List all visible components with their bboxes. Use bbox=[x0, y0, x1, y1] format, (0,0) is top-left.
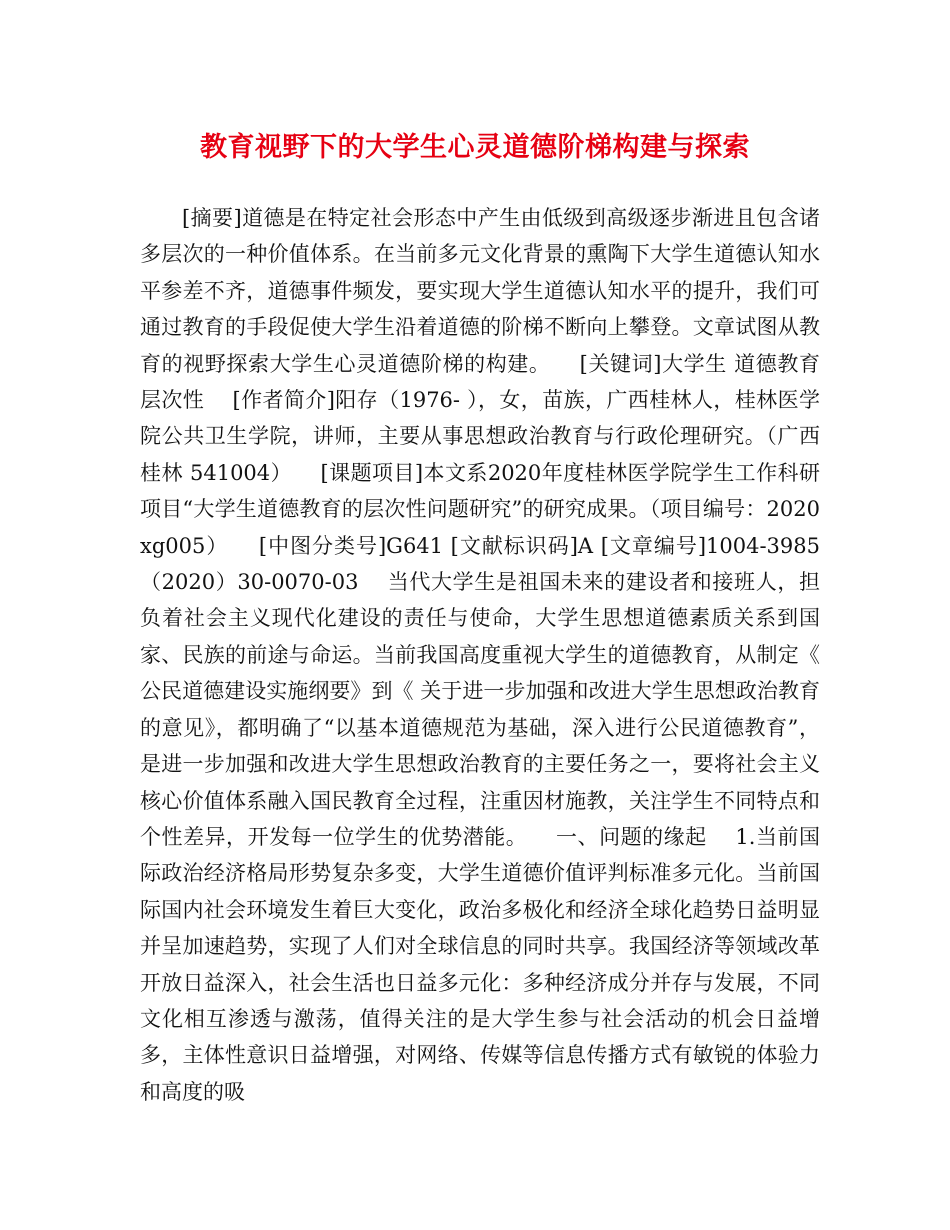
document-body: [摘要]道德是在特定社会形态中产生由低级到高级逐步渐进且包含诸多层次的一种价值体系。在当前多元文化背景的熏陶下大学生道德认知水平参差不齐，道德事件频发，要实现大学生道德认知水平的提升，我们可通过教育的手段促使大学生沿着道德的阶梯不断向上攀登。文章试图从教育的视野探索大学生心灵道德阶梯的构建。 [关键词]大学生 道德教育 层次性 [作者简介]阳存（1976- ），女，苗族，广西桂林人，桂林医学院公共卫生学院，讲师，主要从事思想政治教育与行政伦理研究。（广西 桂林 541004） [课题项目]本文系2020年度桂林医学院学生工作科研项目“大学生道德教育的层次性问题研究”的研究成果。（项目编号：2020xg005） [中图分类号]G641 [文献标识码]A [文章编号]1004-3985（2020）30-0070-03 当代大学生是祖国未来的建设者和接班人，担负着社会主义现代化建设的责任与使命，大学生思想道德素质关系到国家、民族的前途与命运。当前我国高度重视大学生的道德教育，从制定《 公民道德建设实施纲要》到《 关于进一步加强和改进大学生思想政治教育的意见》，都明确了“以基本道德规范为基础，深入进行公民道德教育”，是进一步加强和改进大学生思想政治教育的主要任务之一，要将社会主义核心价值体系融入国民教育全过程，注重因材施教，关注学生不同特点和个性差异，开发每一位学生的优势潜能。 一、问题的缘起 1.当前国际政治经济格局形势复杂多变，大学生道德价值评判标准多元化。当前国际国内社会环境发生着巨大变化，政治多极化和经济全球化趋势日益明显并呈加速趋势，实现了人们对全球信息的同时共享。我国经济等领域改革开放日益深入，社会生活也日益多元化：多种经济成分并存与发展，不同文化相互渗透与激荡，值得关注的是大学生参与社会活动的机会日益增多，主体性意识日益增强，对网络、传媒等信息传播方式有敏锐的体验力和高度的吸 bbox=[140, 206, 827, 1104]
document-title: 教育视野下的大学生心灵道德阶梯构建与探索 bbox=[200, 132, 750, 163]
